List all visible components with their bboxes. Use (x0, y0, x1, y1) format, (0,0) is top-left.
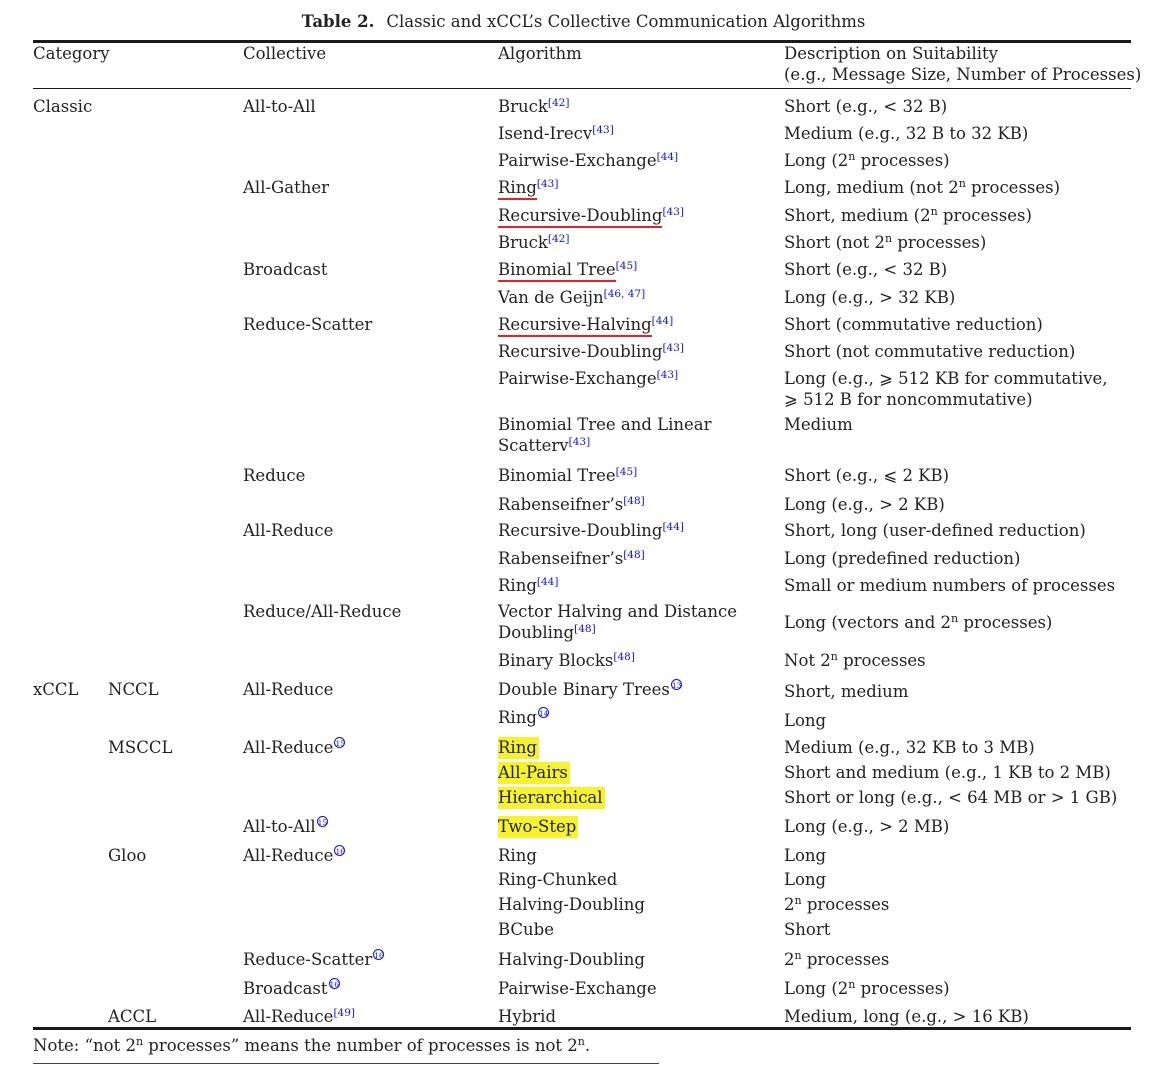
description-tail: processes) (965, 178, 1061, 197)
algorithm-cell (498, 978, 657, 999)
description-text: Medium (e.g., 32 KB to 3 MB) (784, 738, 1035, 757)
table-title: Classic and xCCL’s Collective Communication Algorithms (386, 12, 866, 31)
algorithm-name: Two-Step (498, 817, 577, 836)
subcategory-msccl: MSCCL (108, 738, 173, 757)
exponent: n (848, 978, 856, 991)
description-text: Short (e.g., ⩽ 2 KB) (784, 466, 950, 485)
subcategory-gloo: Gloo (108, 846, 147, 865)
algorithm-name: Ring (498, 708, 537, 727)
description-text: Long (e.g., > 32 KB) (784, 288, 956, 307)
algorithm-name: Binomial Tree (498, 466, 616, 485)
description-text: Long (784, 870, 827, 889)
collective-reduce-scatter: Reduce-Scatter (243, 315, 373, 334)
algorithm-cell (498, 177, 558, 198)
ref-link[interactable]: [43] (536, 178, 559, 190)
algorithm-name: Halving-Doubling (498, 950, 645, 969)
exponent: n (885, 232, 893, 245)
description-cell (784, 681, 908, 702)
description-cell (784, 787, 1117, 808)
ref-link[interactable]: [49] (333, 1007, 355, 1019)
algorithm-name: Rabenseifner’s (498, 549, 624, 568)
description-cell (784, 96, 947, 117)
algorithm-cell (498, 1006, 556, 1027)
description-text: Short (784, 920, 831, 939)
algorithm-name: Bruck (498, 233, 548, 252)
description-text: Short, medium (2 (784, 206, 931, 225)
header-description: Description on Suitability (784, 44, 998, 63)
description-text: 2 (784, 895, 795, 914)
algorithm-cell (498, 707, 549, 728)
algorithm-cell (498, 548, 645, 569)
collective-nccl-all-reduce: All-Reduce (243, 680, 334, 699)
algorithm-cell (498, 679, 682, 700)
subcategory-nccl: NCCL (108, 680, 159, 699)
header-description-sub: (e.g., Message Size, Number of Processes) (784, 65, 1142, 84)
description-text: Short and medium (e.g., 1 KB to 2 MB) (784, 763, 1111, 782)
description-cell (784, 737, 1035, 758)
description-tail: processes) (958, 613, 1053, 632)
ref-link[interactable]: [43] (568, 436, 591, 448)
collective-gloo-all-reduce: All-Reduce $^{16}$ (243, 846, 345, 865)
collective-reduce-all-reduce: Reduce/All-Reduce (243, 602, 402, 621)
algorithm-cell (498, 762, 570, 783)
algorithm-cell (498, 919, 554, 940)
ref-link[interactable]: [44] (662, 521, 685, 533)
algorithm-cell (498, 601, 737, 643)
description-cell (784, 978, 950, 999)
algorithm-name: Binomial Tree and Linear (498, 415, 712, 434)
description-tail: processes (837, 651, 926, 670)
header-collective: Collective (243, 44, 327, 63)
algorithm-name: Binomial Tree (498, 260, 616, 282)
ref-link[interactable]: [43] (662, 206, 685, 218)
ref-circle[interactable]: 14 (538, 709, 549, 718)
algorithm-name: Ring (498, 178, 537, 200)
algorithm-cell (498, 650, 635, 671)
ref-link[interactable]: [46, 47] (603, 288, 646, 300)
description-cell (784, 762, 1111, 783)
algorithm-cell (498, 737, 539, 758)
algorithm-name: Recursive-Doubling (498, 206, 662, 228)
collective-all-gather: All-Gather (243, 178, 329, 197)
description-cell (784, 816, 949, 837)
description-cell (784, 287, 955, 308)
ref-link[interactable]: [42] (547, 233, 570, 245)
description-cell (784, 177, 1060, 198)
algorithm-name: Ring-Chunked (498, 870, 618, 889)
description-text: Short (not 2 (784, 233, 885, 252)
algorithm-name: Pairwise-Exchange (498, 979, 657, 998)
ref-link[interactable]: [45] (615, 466, 638, 478)
algorithm-name: Hierarchical (498, 788, 603, 807)
description-text: Medium (784, 415, 853, 434)
description-cell (784, 869, 826, 890)
description-cell (784, 710, 826, 731)
collective-gloo-reduce-scatter: Reduce-Scatter $^{16}$ (243, 950, 384, 969)
exponent: n (930, 205, 938, 218)
description-cell (784, 205, 1032, 226)
algorithm-name: Recursive-Halving (498, 315, 652, 337)
description-text: Medium, long (e.g., > 16 KB) (784, 1007, 1029, 1026)
algorithm-cell (498, 150, 678, 171)
description-text: Long (vectors and 2 (784, 613, 952, 632)
algorithm-name: Van de Geijn (498, 288, 604, 307)
algorithm-cell (498, 494, 645, 515)
algorithm-name: BCube (498, 920, 555, 939)
description-tail: processes (801, 895, 890, 914)
algorithm-name: Recursive-Doubling (498, 521, 663, 540)
description-text: Short (not commutative reduction) (784, 342, 1076, 361)
exponent: n (848, 150, 856, 163)
algorithm-cell (498, 368, 678, 389)
ref-link[interactable]: [43] (656, 369, 679, 381)
algorithm-cell (498, 96, 569, 117)
description-tail: processes) (855, 979, 950, 998)
description-cell (784, 650, 926, 671)
ref-circle[interactable]: 16 (374, 951, 384, 960)
ref-link[interactable]: [48] (574, 623, 596, 635)
ref-circle[interactable]: 16 (329, 980, 340, 989)
header-rule (33, 88, 1131, 89)
algorithm-cell (498, 845, 537, 866)
algorithm-name: Ring (498, 738, 537, 757)
ref-link[interactable]: [48] (623, 495, 645, 507)
ref-circle[interactable]: 15 (335, 739, 345, 748)
description-cell (784, 1006, 1029, 1027)
description-text: Medium (e.g., 32 B to 32 KB) (784, 124, 1029, 143)
ref-link[interactable]: [44] (651, 315, 674, 327)
description-tail: processes) (937, 206, 1032, 225)
algorithm-name: Vector Halving and Distance (498, 602, 737, 621)
ref-link[interactable]: [43] (592, 124, 614, 136)
algorithm-name: Rabenseifner’s (498, 495, 624, 514)
description-cell (784, 150, 950, 171)
algorithm-cell (498, 894, 645, 915)
table-label: Table 2. (301, 12, 375, 31)
subcategory-accl: ACCL (108, 1007, 157, 1026)
description-cell (784, 612, 1052, 633)
description-cell (784, 341, 1075, 362)
description-cell (784, 494, 945, 515)
description-tail: processes (801, 950, 890, 969)
algorithm-cell (498, 869, 617, 890)
description-cell (784, 845, 826, 866)
description-text: Long (784, 846, 827, 865)
algorithm-name: Binary Blocks (498, 651, 614, 670)
algorithm-name: Double Binary Trees (498, 680, 670, 699)
algorithm-cell (498, 949, 645, 970)
exponent: n (951, 612, 959, 625)
description-cell (784, 894, 889, 915)
description-text: Long (e.g., ⩾ 512 KB for commutative, (784, 369, 1108, 388)
algorithm-cell (498, 520, 684, 541)
description-tail: processes) (855, 151, 950, 170)
footnote-rule (33, 1063, 659, 1064)
ref-circle[interactable]: 15 (317, 818, 328, 827)
description-cell (784, 465, 949, 486)
description-cell (784, 368, 1108, 410)
algorithm-cell (498, 341, 684, 362)
description-cell (784, 919, 830, 940)
description-text: Short or long (e.g., < 64 MB or > 1 GB) (784, 788, 1118, 807)
description-text: Long (2 (784, 979, 849, 998)
description-cell (784, 232, 986, 253)
ref-circle[interactable]: 13 (671, 681, 682, 690)
description-cell (784, 314, 1043, 335)
description-cell (784, 259, 947, 280)
algorithm-cell (498, 232, 569, 253)
algorithm-name: Halving-Doubling (498, 895, 645, 914)
description-tail: processes) (892, 233, 987, 252)
category-classic: Classic (33, 97, 93, 116)
collective-broadcast: Broadcast (243, 260, 328, 279)
description-cell (784, 520, 1086, 541)
algorithm-cell (498, 787, 605, 808)
table-note: Note: “not 2$^n$ processes” means the number of processes is not 2$^n$. (33, 1035, 591, 1055)
collective-reduce: Reduce (243, 466, 306, 485)
algorithm-cell (498, 123, 614, 144)
ref-link[interactable]: [45] (615, 260, 638, 272)
algorithm-name: Pairwise-Exchange (498, 369, 657, 388)
algorithm-cell (498, 259, 637, 280)
collective-all-to-all: All-to-All (243, 97, 316, 116)
description-text: Short (e.g., < 32 B) (784, 97, 948, 116)
collective-gloo-broadcast: Broadcast $^{16}$ (243, 979, 340, 998)
collective-msccl-all-to-all: All-to-All $^{15}$ (243, 817, 328, 836)
ref-link[interactable]: [44] (536, 576, 559, 588)
ref-link[interactable]: [43] (662, 342, 685, 354)
description-text: Not 2 (784, 651, 831, 670)
description-text: Long (e.g., > 2 MB) (784, 817, 950, 836)
exponent: n (794, 949, 802, 962)
algorithm-name: Isend-Irecv (498, 124, 593, 143)
algorithm-name: Ring (498, 846, 537, 865)
ref-link[interactable]: [42] (547, 97, 570, 109)
description-text: Long, medium (not 2 (784, 178, 959, 197)
description-cell (784, 949, 889, 970)
exponent: n (794, 894, 802, 907)
algorithm-cell (498, 314, 673, 335)
ref-link[interactable]: [44] (656, 151, 679, 163)
description-text: Long (e.g., > 2 KB) (784, 495, 945, 514)
algorithm-name: Hybrid (498, 1007, 556, 1026)
algorithm-cell (498, 816, 578, 837)
description-text: Short (commutative reduction) (784, 315, 1043, 334)
algorithm-name: Recursive-Doubling (498, 342, 663, 361)
collective-all-reduce: All-Reduce (243, 521, 334, 540)
description-text: Small or medium numbers of processes (784, 576, 1116, 595)
header-category: Category (33, 44, 110, 63)
category-xccl: xCCL (33, 680, 79, 699)
description-cell (784, 123, 1028, 144)
description-cell (784, 575, 1115, 596)
algorithm-name: All-Pairs (498, 763, 568, 782)
ref-circle[interactable]: 16 (335, 847, 345, 856)
algorithm-name-cont: Scatterv (498, 436, 569, 455)
description-text: Long (2 (784, 151, 849, 170)
collective-msccl-all-reduce: All-Reduce $^{15}$ (243, 738, 345, 757)
table-caption (0, 12, 1167, 31)
algorithm-name: Bruck (498, 97, 548, 116)
description-text: Short (e.g., < 32 B) (784, 260, 948, 279)
collective-accl-all-reduce: All-Reduce[49] (243, 1007, 355, 1026)
description-text: Long (predefined reduction) (784, 549, 1021, 568)
algorithm-cell (498, 414, 712, 456)
description-text-cont: ⩾ 512 B for noncommutative) (784, 390, 1033, 409)
algorithm-cell (498, 287, 645, 308)
algorithm-cell (498, 205, 684, 226)
algorithm-cell (498, 575, 558, 596)
description-text: Short, medium (784, 682, 909, 701)
description-cell (784, 548, 1021, 569)
description-text: Long (784, 711, 827, 730)
ref-link[interactable]: [48] (623, 549, 645, 561)
description-text: Short, long (user-defined reduction) (784, 521, 1086, 540)
algorithm-cell (498, 465, 637, 486)
description-text: 2 (784, 950, 795, 969)
ref-link[interactable]: [48] (613, 651, 635, 663)
exponent: n (958, 177, 966, 190)
description-cell (784, 414, 853, 435)
algorithm-name: Ring (498, 576, 537, 595)
header-algorithm: Algorithm (498, 44, 582, 63)
bottom-rule (33, 1027, 1131, 1030)
algorithm-name-cont: Doubling (498, 623, 575, 642)
exponent: n (830, 650, 838, 663)
algorithm-name: Pairwise-Exchange (498, 151, 657, 170)
